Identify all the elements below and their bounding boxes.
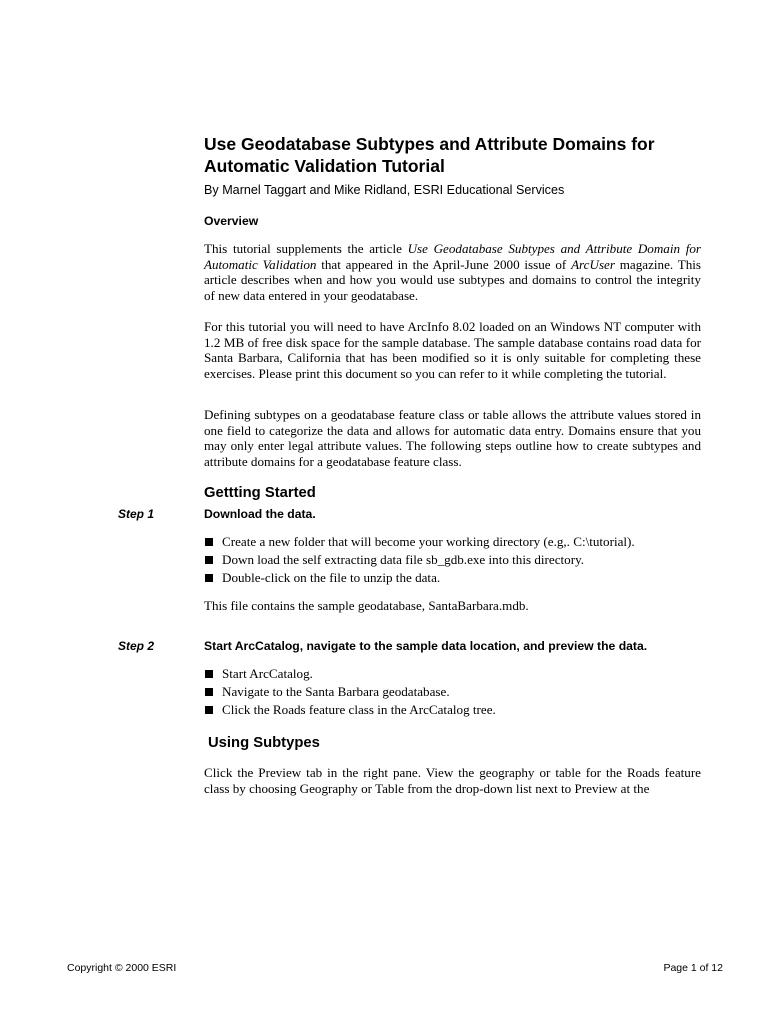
page-number: Page 1 of 12 [663,962,723,974]
list-item: Double-click on the file to unzip the data. [204,569,704,587]
step-1-note: This file contains the sample geodatabase, SantaBarbara.mdb. [204,598,529,613]
bullet-square-icon [205,538,213,546]
list-item: Click the Roads feature class in the ArcCatalog tree. [204,701,704,719]
list-item: Create a new folder that will become your working directory (e.g,. C:\tutorial). [204,533,704,551]
intro-paragraph [204,241,701,303]
step-1-bullet-list [204,533,704,588]
magazine-name: ArcUser [571,256,615,272]
bullet-square-icon [205,574,213,582]
list-item: Down load the self extracting data file sb_gdb.exe into this directory. [204,551,704,569]
intro-text-2: that appeared in the April-June 2000 issue of [316,256,572,272]
bullet-square-icon [205,556,213,564]
using-subtypes-paragraph: Click the Preview tab in the right pane. View the geography or table for the Roads feature class by choosing Geography or Table from the drop-down list next to Preview at the [204,765,701,796]
bullet-square-icon [205,688,213,696]
step-1-label: Step 1 [118,507,155,521]
getting-started-heading: Gettting Started [204,485,316,501]
bullet-square-icon [205,670,213,678]
document-title: Use Geodatabase Subtypes and Attribute Domains for Automatic Validation Tutorial [204,134,655,176]
overview-heading: Overview [204,214,259,228]
requirements-paragraph: For this tutorial you will need to have ArcInfo 8.02 loaded on an Windows NT computer with 1.2 MB of free disk space for the sample database. The sample database contains road data for Santa Barbara, California that has been modified so it is only suitable for completing these exercises. Please print this document so you can refer to it while completing the tutorial. [204,319,701,381]
intro-text-3: magazine. This article describes when and how you would use subtypes and domains to control the integrity of new data entered in your geodatabase. [204,256,701,303]
article-title: Use Geodatabase Subtypes and Attribute Domain for Automatic Validation [204,241,701,272]
subtypes-intro-paragraph: Defining subtypes on a geodatabase feature class or table allows the attribute values stored in one field to categorize the data and allows for automatic data entry. Domains ensure that you may only enter legal attribute values. The following steps outline how to create subtypes and attribute domains for a geodatabase feature class. [204,407,701,469]
list-item: Navigate to the Santa Barbara geodatabase. [204,683,704,701]
step-2-label: Step 2 [118,639,155,653]
list-item: Start ArcCatalog. [204,665,704,683]
intro-text-1: This tutorial supplements the article [204,241,408,256]
copyright-footer: Copyright © 2000 ESRI [67,962,177,974]
byline: By Marnel Taggart and Mike Ridland, ESRI Educational Services [204,183,565,197]
using-subtypes-heading: Using Subtypes [208,735,320,751]
bullet-square-icon [205,706,213,714]
step-2-bullet-list [204,665,704,720]
step-2-title: Start ArcCatalog, navigate to the sample data location, and preview the data. [204,639,648,653]
step-1-title: Download the data. [204,507,316,521]
